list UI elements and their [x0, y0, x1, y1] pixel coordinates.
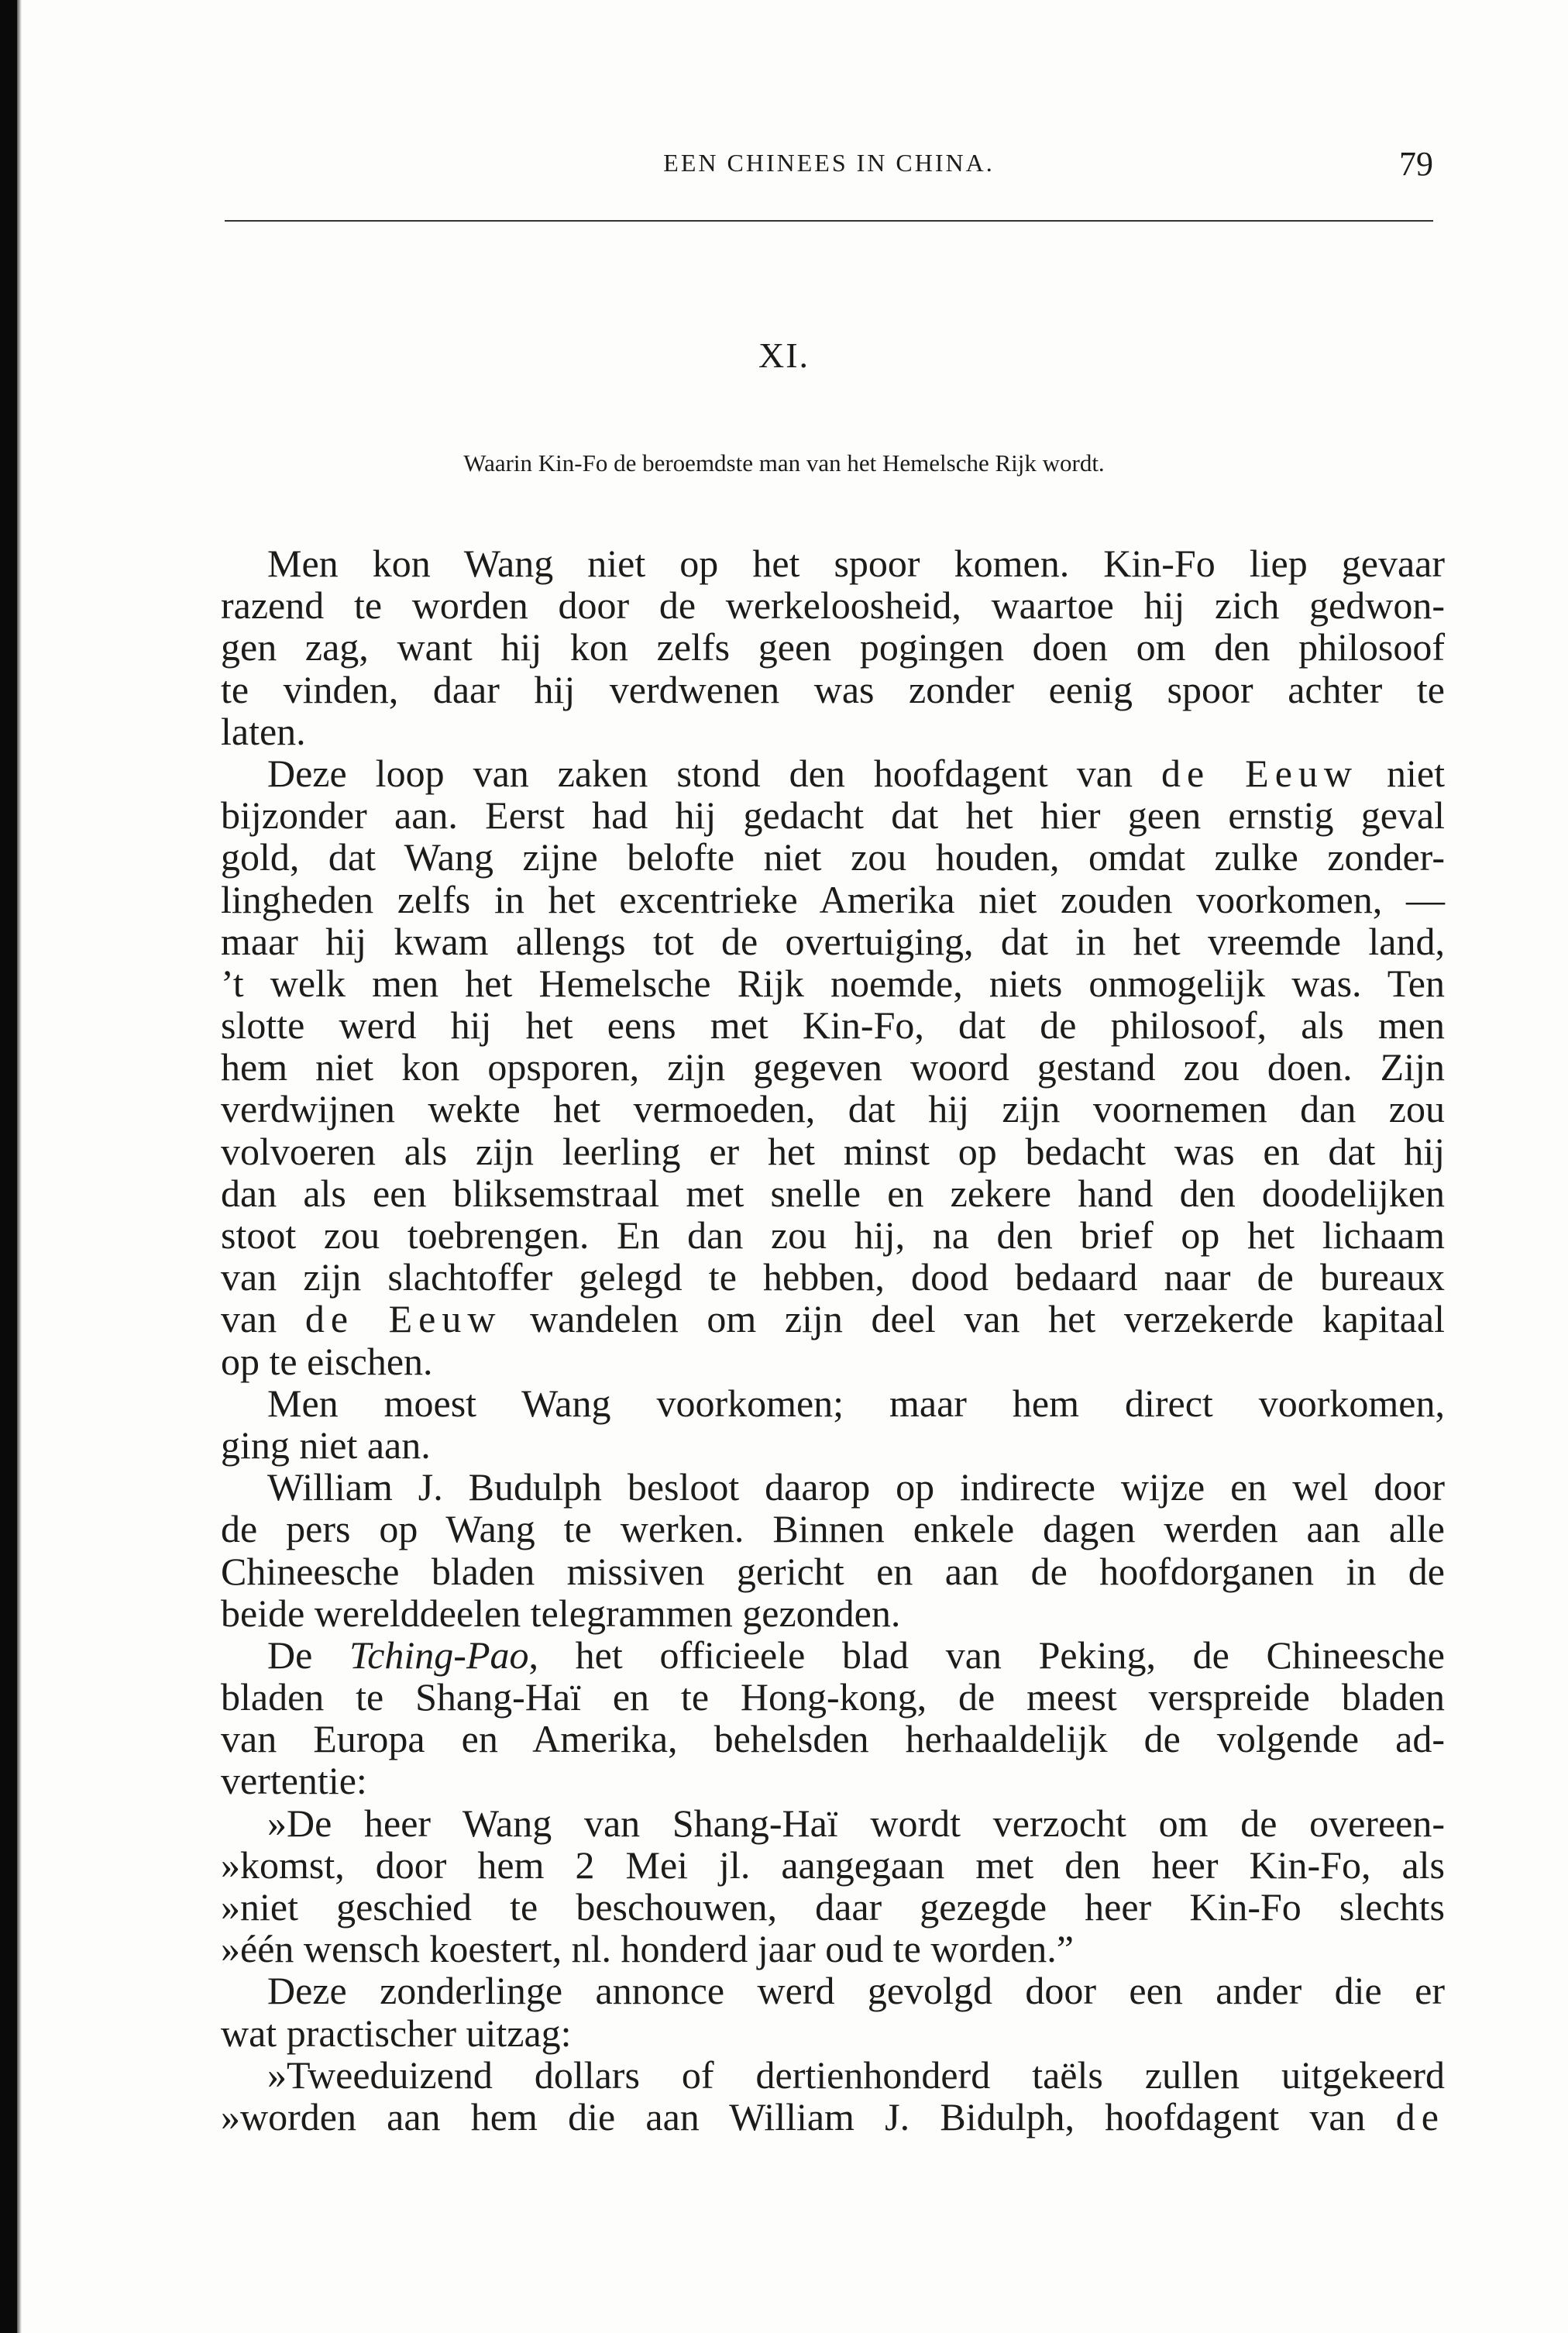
- text-line: op te eischen.: [221, 1339, 433, 1383]
- text-segment: van: [221, 1297, 277, 1341]
- text-line: volvoeren als zijn leerling er het minst op bedacht was en dat hij: [221, 1129, 1445, 1173]
- text-line: laten.: [221, 709, 306, 753]
- text-line: verdwijnen wekte het vermoeden, dat hij zijn voornemen dan zou: [221, 1087, 1445, 1131]
- text-segment: , het officieele blad van Peking, de Chineesche: [528, 1633, 1445, 1677]
- chapter-number: XI.: [758, 335, 810, 375]
- newspaper-name: de Eeuw: [304, 1297, 502, 1341]
- newspaper-name: de: [1395, 2094, 1445, 2139]
- text-line: »één wensch koestert, nl. honderd jaar oud te worden.”: [221, 1927, 1075, 1971]
- text-line: Chineesche bladen missiven gericht en aan de hoofdorganen in de: [221, 1549, 1445, 1593]
- text-segment: wandelen om zijn deel van het verzekerde kapitaal: [530, 1297, 1446, 1341]
- text-line: Men moest Wang voorkomen; maar hem direct voorkomen,: [267, 1381, 1445, 1425]
- text-line: ’t welk men het Hemelsche Rijk noemde, niets onmogelijk was. Ten: [221, 961, 1445, 1005]
- text-segment: »worden aan hem die aan William J. Bidulph, hoofdagent van: [221, 2094, 1366, 2139]
- text-line: maar hij kwam allengs tot de overtuiging, dat in het vreemde land,: [221, 919, 1445, 963]
- text-line: wat practischer uitzag:: [221, 2011, 572, 2055]
- text-line: [221, 1634, 1445, 1676]
- text-line: lingheden zelfs in het excentrieke Amerika niet zouden voorkomen, —: [221, 877, 1445, 921]
- text-line: stoot zou toebrengen. En dan zou hij, na den brief op het lichaam: [221, 1213, 1445, 1257]
- running-title: EEN CHINEES IN CHINA.: [663, 149, 995, 177]
- text-line: de pers op Wang te werken. Binnen enkele dagen werden aan alle: [221, 1507, 1445, 1551]
- page-number: 79: [1399, 145, 1433, 183]
- text-line: vertentie:: [221, 1759, 367, 1803]
- text-line: William J. Budulph besloot daarop op indirecte wijze en wel door: [267, 1465, 1445, 1509]
- text-line: van Europa en Amerika, behelsden herhaaldelijk de volgende ad-: [221, 1717, 1445, 1761]
- text-line: bladen te Shang-Haï en te Hong-kong, de meest verspreide bladen: [221, 1675, 1445, 1719]
- chapter-title: Waarin Kin-Fo de beroemdste man van het Hemelsche Rijk wordt.: [463, 449, 1105, 477]
- newspaper-name: Tching-Pao: [349, 1633, 529, 1677]
- running-head: [225, 145, 1433, 195]
- newspaper-name: de Eeuw: [1161, 751, 1359, 795]
- text-segment: De: [267, 1633, 313, 1677]
- text-line: gen zag, want hij kon zelfs geen pogingen doen om den philosoof: [221, 625, 1445, 669]
- text-line: gold, dat Wang zijne belofte niet zou houden, omdat zulke zonder-: [221, 835, 1445, 879]
- text-line: hem niet kon opsporen, zijn gegeven woord gestand zou doen. Zijn: [221, 1045, 1445, 1089]
- text-line: van zijn slachtoffer gelegd te hebben, dood bedaard naar de bureaux: [221, 1255, 1445, 1299]
- text-line: razend te worden door de werkeloosheid, waartoe hij zich gedwon-: [221, 583, 1445, 628]
- header-rule: [225, 220, 1433, 222]
- text-line: [221, 1298, 1445, 1340]
- text-line: slotte werd hij het eens met Kin-Fo, dat de philosoof, als men: [221, 1003, 1445, 1048]
- text-line: [221, 2096, 1445, 2138]
- text-line: Deze zonderlinge annonce werd gevolgd door een ander die er: [267, 1969, 1445, 2013]
- text-line: bijzonder aan. Eerst had hij gedacht dat het hier geen ernstig geval: [221, 793, 1445, 838]
- text-line: ging niet aan.: [221, 1423, 431, 1467]
- text-line: »niet geschied te beschouwen, daar gezegde heer Kin-Fo slechts: [221, 1885, 1445, 1929]
- text-line: beide werelddeelen telegrammen gezonden.: [221, 1591, 901, 1635]
- text-line: [221, 752, 1445, 794]
- text-line: »komst, door hem 2 Mei jl. aangegaan met den heer Kin-Fo, als: [221, 1843, 1445, 1887]
- text-segment: niet: [1387, 751, 1445, 795]
- text-segment: Deze loop van zaken stond den hoofdagent van: [267, 751, 1133, 795]
- text-line: Men kon Wang niet op het spoor komen. Kin-Fo liep gevaar: [267, 542, 1445, 585]
- text-line: dan als een bliksemstraal met snelle en zekere hand den doodelijken: [221, 1171, 1445, 1215]
- text-line: te vinden, daar hij verdwenen was zonder eenig spoor achter te: [221, 667, 1445, 711]
- body-text: [221, 542, 1445, 2138]
- text-line: »Tweeduizend dollars of dertienhonderd taëls zullen uitgekeerd: [267, 2053, 1445, 2097]
- text-line: »De heer Wang van Shang-Haï wordt verzocht om de overeen-: [267, 1801, 1445, 1845]
